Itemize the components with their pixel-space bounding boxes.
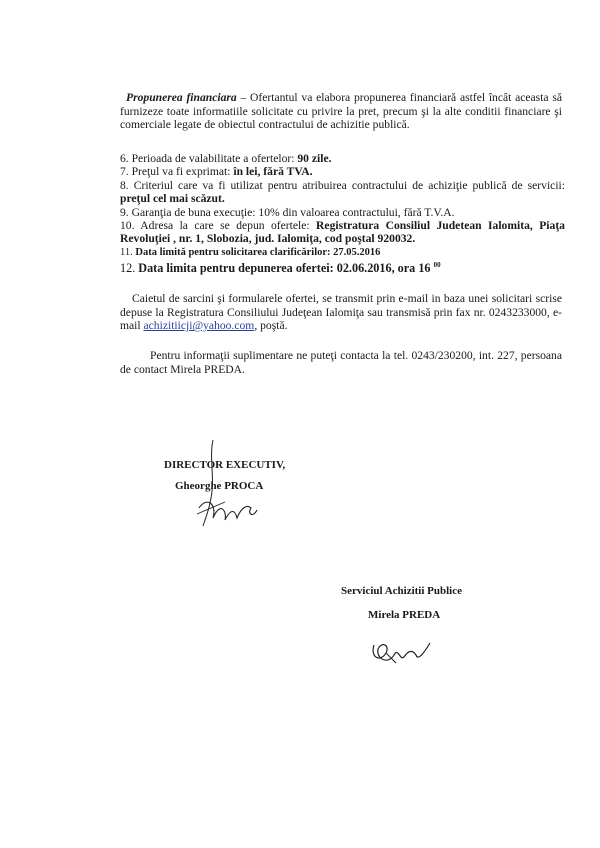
item-12-superscript: 00: [433, 261, 441, 270]
contact-text: Pentru informaţii suplimentare ne puteţi contacta la tel. 0243/230200, int. 227, persoana de contact Mirela PREDA.: [120, 349, 562, 376]
list-item: [120, 246, 565, 259]
item-7-value: în lei, fără TVA.: [233, 165, 313, 179]
list-item: [120, 165, 565, 178]
list-item: [120, 206, 565, 219]
service-name: Mirela PREDA: [368, 609, 441, 621]
item-12-label: 12.: [120, 261, 139, 276]
financial-proposal-body: – Ofertantul va elabora propunerea financiară astfel încât aceasta să furnizeze toate informatiile solicitate cu privire la pret, precum şi la alte conditii financiare şi comerciale legate de obiectul contractului de achizitie publică.: [120, 91, 562, 132]
director-name: Gheorghe PROCA: [175, 480, 264, 492]
item-11-label: 11.: [120, 246, 136, 258]
item-6-value: 90 zile.: [297, 152, 332, 165]
item-7-label: 7. Preţul va fi exprimat:: [120, 165, 234, 179]
list-item: [120, 219, 565, 246]
contact-paragraph: [120, 349, 562, 376]
director-title: DIRECTOR EXECUTIV,: [164, 459, 286, 471]
director-signature: [195, 438, 275, 528]
email-link[interactable]: achizitiicji@yahoo.com: [143, 319, 255, 333]
delivery-text: Caietul de sarcini şi formularele ofertei, se transmit prin e-mail in baza unei solicitari scrise depuse la Registratura Consiliului Judeţean Ialomiţa sau transmisă prin fax nr. 0243233000, e-mail: [120, 292, 562, 333]
item-10-value: Registratura Consiliul Judetean Ialomita, Piaţa Revoluţiei , nr. 1, Slobozia, jud. Ialomiţa, cod poştal 920032.: [120, 219, 565, 246]
delivery-paragraph: [120, 292, 562, 333]
financial-proposal-heading: Propunerea financiara: [126, 91, 237, 104]
item-12-value: Data limita pentru depunerea ofertei: 02.06.2016, ora 16: [138, 261, 434, 276]
item-10-label: 10. Adresa la care se depun ofertele:: [120, 219, 317, 233]
item-8-label: 8. Criteriul care va fi utilizat pentru atribuirea contractului de achiziţie publică de servicii:: [120, 178, 565, 192]
item-6-label: 6. Perioada de valabilitate a ofertelor:: [120, 152, 298, 165]
list-item: [120, 179, 565, 206]
item-9-label: 9. Garanţia de buna execuţie: 10% din valoarea contractului, fără T.V.A.: [120, 205, 455, 219]
delivery-text-end: , poştă.: [254, 319, 288, 333]
financial-proposal-paragraph: [120, 91, 562, 132]
item-8-value: preţul cel mai scăzut.: [120, 192, 225, 206]
item-11-value: Data limită pentru solicitarea clarificărilor: 27.05.2016: [135, 246, 381, 258]
list-item: [120, 259, 565, 275]
service-signature: [368, 635, 438, 675]
tender-conditions-list: [120, 152, 565, 276]
service-title: Serviciul Achizitii Publice: [341, 585, 462, 597]
list-item: [120, 152, 565, 165]
